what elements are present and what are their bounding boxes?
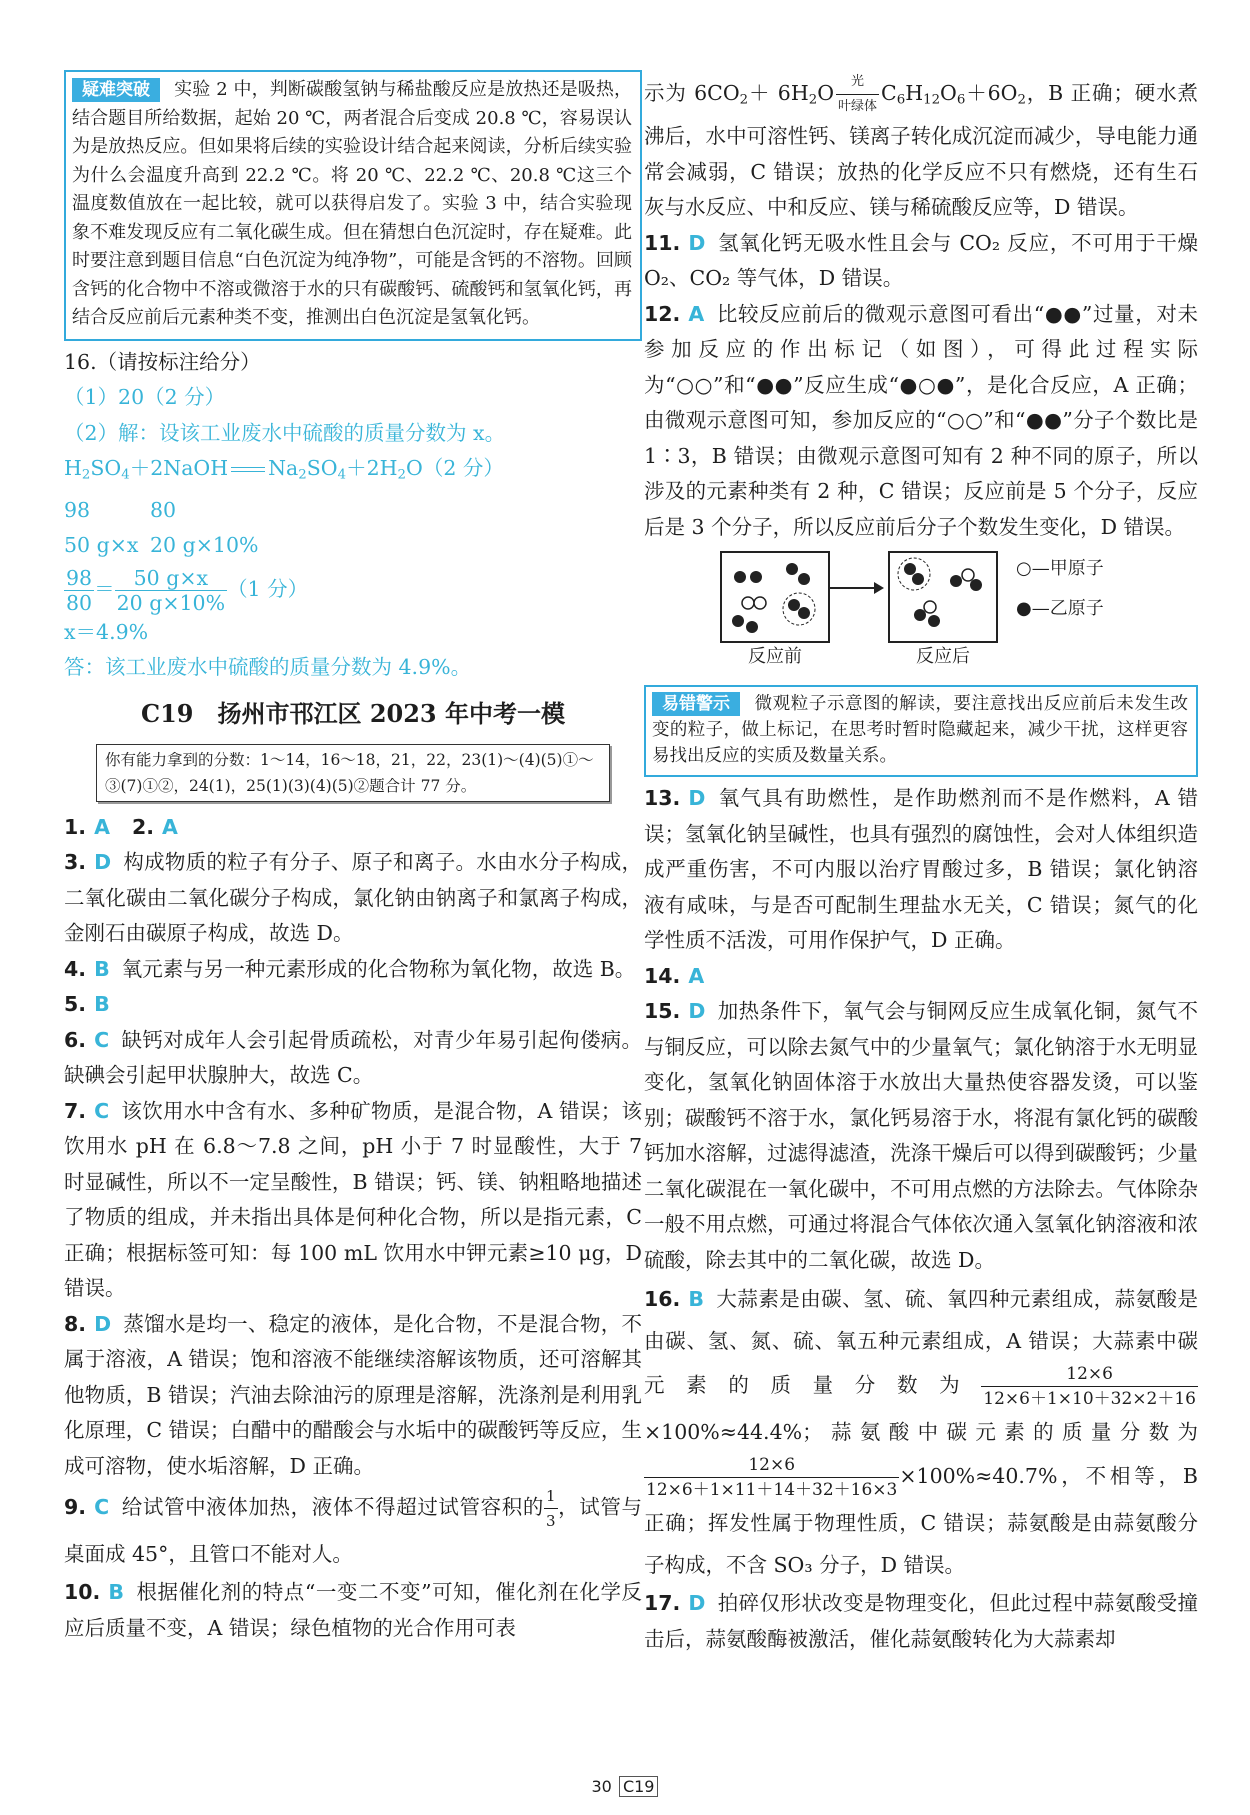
right-column (644, 70, 1198, 1657)
q16-answer: 答：该工业废水中硫酸的质量分数为 4.9%。 (64, 655, 472, 680)
difficulty-tip-box (64, 70, 642, 341)
before-particles-icon (722, 553, 828, 641)
answer-16: 16. B 大蒜素是由碳、氢、硫、氧四种元素组成，蒜氨酸是由碳、氢、氮、硫、氧五种元素组成，A 错误；大蒜素中碳元素的质量分数为 $\frac{12\times 6}{12\times 6+1\times 10+32\times 2+16}$ ×100%≈44.4%；蒜氨酸中碳元素的质量分数为 $\frac{12\times 6}{12\times 6+1\times 11+14+32+16\times 3}$ ×100%≈40.7%，不相等，B 正确；挥发性属于物理性质，C 错误；蒜氨酸是由蒜氨酸分子构成，不含 SO₃ 分子，D 错误。 (644, 1287, 1198, 1577)
answer-8: 8. D 蒸馏水是均一、稳定的液体，是化合物，不是混合物，不属于溶液，A 错误；饱和溶液不能继续溶解该物质，还可溶解其他物质，B 错误；汽油去除油污的原理是溶解，洗涤剂是利用乳化原理，C 错误；白醋中的醋酸会与水垢中的碳酸钙等反应，生成可溶物，使水垢溶解，D 正确。 (64, 1311, 642, 1478)
q16-molar-row: 98 80 (64, 497, 177, 522)
answer-1-2: 1. A 2. A (64, 814, 178, 839)
before-label: 反应前 (748, 646, 802, 667)
section-title: C19 扬州市邗江区 2023 年中考一模 (140, 698, 565, 728)
q16-head: 16.（请按标注给分） (64, 349, 261, 374)
answer-6: 6. C 缺钙对成年人会引起骨质疏松，对青少年易引起佝偻病。缺碘会引起甲状腺肿大，故选 C。 (64, 1027, 642, 1088)
fraction-alliin: $\frac{12\times 6}{12\times 6+1\times 11+14+32+16\times 3}$ (646, 1455, 898, 1500)
answer-14: 14. A (644, 963, 705, 988)
legend-b-atom: ●—乙原子 (1016, 598, 1104, 619)
answer-9: 9. C 给试管中液体加热，液体不得超过试管容积的 $\frac{1}{3}$ ，试管与桌面成 45°，且管口不能对人。 (64, 1484, 642, 1575)
difficulty-tip-text: 实验 2 中，判断碳酸氢钠与稀盐酸反应是放热还是吸热，结合题目所给数据，起始 20 ℃，两者混合后变成 20.8 ℃，容易误认为是放热反应。但如果将后续的实验设计结合起来阅读，分析后续实验为什么会温度升高到 22.2 ℃。将 20 ℃、22.2 ℃、20.8 ℃这三个温度数值放在一起比较，就可以获得启发了。实验 3 中，结合实验现象不难发现反应有二氧化碳生成。但在猜想白色沉淀时，存在疑难。此时要注意到题目信息“白色沉淀为纯净物”，可能是含钙的不溶物。回顾含钙的化合物中不溶或微溶于水的只有碳酸钙、硫酸钙和氢氧化钙，再结合反应前后元素种类不变，推测出白色沉淀是氢氧化钙。 (72, 79, 632, 328)
difficulty-tip-tag: 疑难突破 (72, 78, 160, 102)
after-particles-icon (890, 553, 996, 641)
fraction-98-80: $\frac{98}{80}$ (66, 565, 93, 615)
page-footer (0, 1777, 1250, 1796)
answer-11: 11. D 氢氧化钙无吸水性且会与 CO₂ 反应，不可用于干燥 O₂、CO₂ 等气体，D 错误。 (644, 230, 1198, 290)
after-label: 反应后 (916, 646, 970, 667)
answer-10: 10. B 根据催化剂的特点“一变二不变”可知，催化剂在化学反应后质量不变，A 错误；绿色植物的光合作用可表 (64, 1580, 642, 1640)
answer-5: 5. B (64, 992, 110, 1017)
page-number: 30 (591, 1777, 612, 1796)
answer-13: 13. D 氧气具有助燃性，是作助燃剂而不是作燃料，A 错误；氢氧化钠呈碱性，也具有强烈的腐蚀性，会对人体组织造成严重伤害，不可内服以治疗胃酸过多，B 错误；氯化钠溶液有咸味，与是否可配制生理盐水无关，C 错误；氮气的化学性质不活泼，可用作保护气，D 正确。 (644, 786, 1198, 952)
answer-15: 15. D 加热条件下，氧气会与铜网反应生成氧化铜，氮气不与铜反应，可以除去氮气中的少量氧气；氯化钠溶于水无明显变化，氢氧化钠固体溶于水放出大量热使容器发烫，可以鉴别；碳酸钙不溶于水，氯化钙易溶于水，将混有氯化钙的碳酸钙加水溶解，过滤得滤渣，洗涤干燥后可以得到碳酸钙；少量二氧化碳混在一氧化碳中，不可用点燃的方法除去。气体除杂一般不用点燃，可通过将混合气体依次通入氢氧化钠溶液和浓硫酸，除去其中的二氧化碳，故选 D。 (644, 999, 1198, 1272)
q16-result: x＝4.9% (64, 619, 149, 644)
q16-part1: （1）20（2 分） (64, 385, 226, 409)
q16-equation: $H_2SO_4+2NaOH$ $Na_2SO_4+2H_2O(2$ 分） (64, 456, 504, 483)
fraction-allicin: $\frac{12\times 6}{12\times 6+1\times 10+32\times 2+16}$ (983, 1364, 1196, 1409)
question-16-solution (64, 345, 642, 686)
answer-10-continued: 示为 $6CO_2+ 6H_2O$ $\frac{\text{光}}{\text{叶绿体}}$ $C_6H_{12}O_6+6O_2$，B 正确；硬水煮沸后，水中可溶性钙、镁离子转化成沉淀而减少，导电能力通常会减弱，C 错误；放热的化学反应不只有燃烧，还有生石灰与水反应、中和反应、镁与稀硫酸反应等，D 错误。 (644, 70, 1198, 226)
before-box (720, 551, 830, 643)
after-box (888, 551, 998, 643)
page-section-tag: C19 (619, 1776, 659, 1797)
left-column (64, 70, 642, 1646)
q16-part2: （2）解：设该工业废水中硫酸的质量分数为 x。 (64, 420, 506, 445)
answer-12: 12. A 比较反应前后的微观示意图可看出“●●”过量，对未参加反应的作出标记（如图），可得此过程实际为“○○”和“●●”反应生成“●○●”，是化合反应，A 正确；由微观示意图可知，参加反应的“○○”和“●●”分子个数比是 1∶3，B 错误；由微观示意图可知有 2 种不同的原子，所以涉及的元素种类有 2 种，C 错误；反应前是 5 个分子，反应后是 3 个分子，所以反应前后分子个数发生变化，D 错误。 (644, 301, 1198, 539)
fraction-mass: $\frac{50 g\times x}{20 g\times 10\%}$ (116, 565, 226, 615)
micro-reaction-diagram (720, 551, 1198, 677)
error-warning-tag: 易错警示 (652, 692, 740, 716)
q16-mass-row: 50 g×x 20 g×10% (64, 533, 259, 558)
answer-17: 17. D 拍碎仅形状改变是物理变化，但此过程中蒜氨酸受撞击后，蒜氨酸酶被激活，催化蒜氨酸转化为大蒜素却 (644, 1591, 1198, 1651)
answer-7: 7. C 该饮用水中含有水、多种矿物质，是混合物，A 错误；该饮用水 pH 在 6.8～7.8 之间，pH 小于 7 时显酸性，大于 7 时显碱性，所以不一定呈酸性，B 错误；钙、镁、钠粗略地描述了物质的组成，并未指出具体是何种化合物，所以是指元素，C 正确；根据标签可知：每 100 mL 饮用水中钾元素≥10 μg，D 错误。 (64, 1098, 642, 1301)
fraction-one-third: $\frac{1}{3}$ (544, 1484, 558, 1533)
score-note-box: 你有能力拿到的分数：1～14，16～18，21，22，23(1)～(4)(5)①～③(7)①②，24(1)，25(1)(3)(4)(5)②题合计 77 分。 (96, 744, 610, 802)
answer-3: 3. D 构成物质的粒子有分子、原子和离子。水由水分子构成，二氧化碳由二氧化碳分子构成，氯化钠由钠离子和氯离子构成，金刚石由碳原子构成，故选 D。 (64, 850, 642, 946)
q16-proportion: $\frac{98}{80}$ ＝ $\frac{50 g\times x}{20 g\times 10\%}$ （1 分） (66, 565, 309, 615)
answer-4: 4. B 氧元素与另一种元素形成的化合物称为氧化物，故选 B。 (64, 956, 636, 981)
reaction-condition: $\frac{\text{光}}{\text{叶绿体}}$ (836, 70, 879, 119)
error-warning-text: 微观粒子示意图的解读，要注意找出反应前后未发生改变的粒子，做上标记，在思考时暂时隐藏起来，减少干扰，这样更容易找出反应的实质及数量关系。 (652, 694, 1188, 766)
legend-a-atom: ○—甲原子 (1016, 558, 1104, 579)
error-warning-box (644, 685, 1198, 777)
